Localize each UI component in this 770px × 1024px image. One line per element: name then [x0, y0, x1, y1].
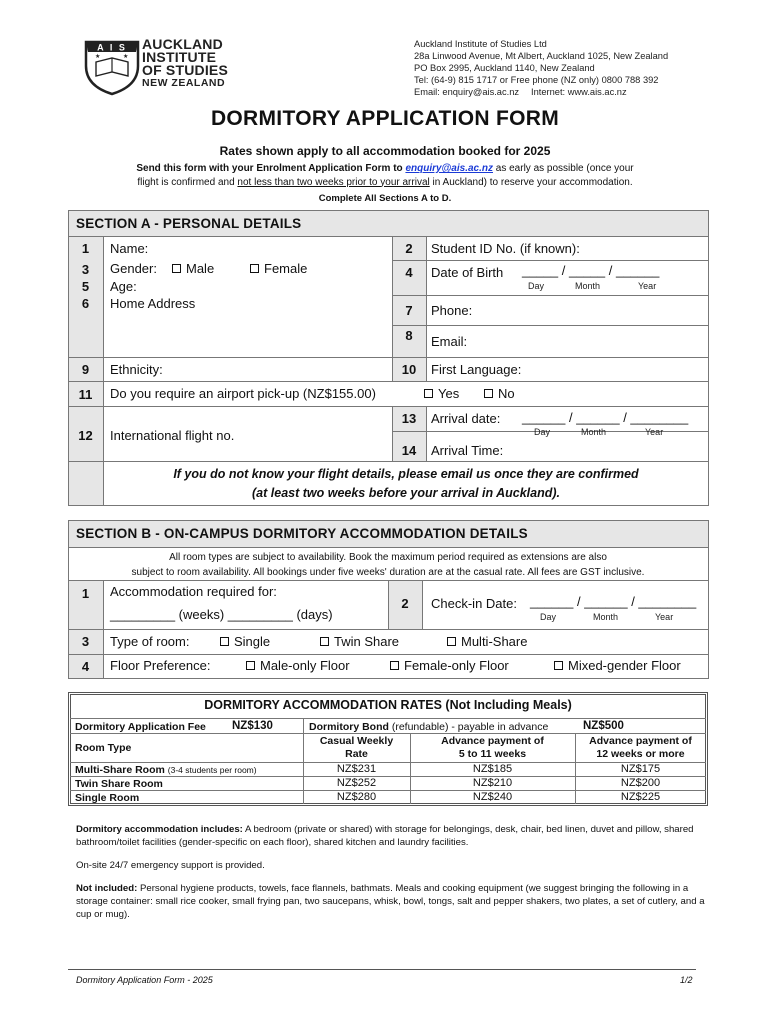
email-label[interactable]: Email:	[431, 334, 468, 349]
duration-input[interactable]: _________ (weeks) _________ (days)	[110, 607, 333, 622]
gender-female-checkbox[interactable]: Female	[250, 261, 307, 276]
accommodation-required-label: Accommodation required for:	[110, 584, 277, 599]
room-single-checkbox[interactable]: Single	[220, 634, 270, 649]
phone-label[interactable]: Phone:	[431, 303, 473, 318]
rates-table-title: DORMITORY ACCOMMODATION RATES (Not Including Meals)	[204, 698, 572, 712]
arrival-date-input[interactable]: ______ / ______ / ________	[522, 410, 689, 425]
ais-shield-icon	[82, 36, 142, 96]
rate-row-twin: Twin Share Room	[75, 778, 163, 790]
svg-text:★: ★	[95, 54, 101, 60]
page-title: DORMITORY APPLICATION FORM	[210, 107, 560, 130]
pickup-label: Do you require an airport pick-up (NZ$155.00)	[110, 386, 376, 401]
flight-details-note: If you do not know your flight details, please email us once they are confirmed (at least two weeks before your arrival in Auckland).	[173, 467, 639, 500]
room-type-label: Type of room:	[110, 634, 190, 649]
availability-note: All room types are subject to availability. Book the maximum period required as extensions are also subject to room availability. All bookings under five weeks' duration are at the casual rate. All fees are GST inclusive.	[131, 552, 645, 578]
logo-wordmark: AUCKLAND INSTITUTE OF STUDIES NEW ZEALAND	[142, 36, 229, 89]
room-twin-checkbox[interactable]: Twin Share	[320, 634, 399, 649]
section-b-title: SECTION B - ON-CAMPUS DORMITORY ACCOMMODATION DETAILS	[76, 526, 528, 541]
checkin-date-input[interactable]: ______ / ______ / ________	[530, 594, 697, 609]
svg-text:★: ★	[123, 54, 129, 60]
age-label[interactable]: Age:	[110, 279, 137, 294]
floor-female-checkbox[interactable]: Female-only Floor	[390, 658, 509, 673]
includes-paragraph: Dormitory accommodation includes: A bedroom (private or shared) with storage for belongings, desk, chair, bed linen, duvet and pillow, shared bathroom/toilet facilities (gender-specific on each floor), shared kitchen and laundry facilities.	[76, 824, 694, 848]
floor-pref-label: Floor Preference:	[110, 658, 211, 673]
gender-label: Gender:	[110, 261, 157, 276]
footer-form-name: Dormitory Application Form - 2025	[76, 975, 213, 985]
room-multi-checkbox[interactable]: Multi-Share	[447, 634, 527, 649]
rates-subtitle: Rates shown apply to all accommodation booked for 2025	[219, 144, 551, 158]
flight-no-label[interactable]: International flight no.	[110, 428, 235, 443]
rate-row-single: Single Room	[75, 792, 140, 804]
arrival-time-label[interactable]: Arrival Time:	[431, 443, 504, 458]
pickup-no-checkbox[interactable]: No	[484, 386, 515, 401]
arrival-date-label: Arrival date:	[431, 411, 501, 426]
not-included-paragraph: Not included: Personal hygiene products, towels, face flannels, bathmats. Meals and cooking equipment (we suggest bringing the following in a storage container: small rice cooker, small frying pan, two saucepans, whisk, bowl, tongs, salt and pepper shakers, two plates, a set of cutlery, and a cup or mug).	[76, 883, 705, 920]
section-a-title: SECTION A - PERSONAL DETAILS	[76, 216, 302, 231]
pickup-yes-checkbox[interactable]: Yes	[424, 386, 459, 401]
intro-text: Send this form with your Enrolment Application Form to enquiry@ais.ac.nz as early as possible (once your flight is confirmed and not less than two weeks prior to your arrival in Auckland) to reserve your accommodation.	[136, 163, 634, 188]
complete-note: Complete All Sections A to D.	[318, 193, 452, 204]
dob-input[interactable]: _____ / _____ / ______	[522, 263, 660, 278]
home-address-label[interactable]: Home Address	[110, 296, 196, 311]
svg-text:A I S: A I S	[97, 42, 127, 53]
footer-page-number: 1/2	[680, 975, 693, 985]
contact-address: Auckland Institute of Studies Ltd 28a Linwood Avenue, Mt Albert, Auckland 1025, New Zealand PO Box 2995, Auckland 1140, New Zealand Tel: (64-9) 815 1717 or Free phone (NZ only) 0800 788 392 Email: enquiry@ais.ac.nz Internet: www.ais.ac.nz	[414, 39, 669, 97]
bond-value: NZ$500	[583, 720, 624, 732]
student-id-label[interactable]: Student ID No. (if known):	[431, 241, 580, 256]
name-field-label[interactable]: Name:	[110, 241, 149, 256]
rate-row-multi: Multi-Share Room (3-4 students per room)	[75, 764, 257, 776]
floor-male-checkbox[interactable]: Male-only Floor	[246, 658, 350, 673]
gender-male-checkbox[interactable]: Male	[172, 261, 214, 276]
enquiry-email-link[interactable]: enquiry@ais.ac.nz	[405, 163, 493, 174]
checkin-label: Check-in Date:	[431, 596, 517, 611]
first-language-label[interactable]: First Language:	[431, 362, 522, 377]
dob-label: Date of Birth	[431, 265, 504, 280]
application-fee-value: NZ$130	[232, 720, 273, 732]
floor-mixed-checkbox[interactable]: Mixed-gender Floor	[554, 658, 681, 673]
support-paragraph: On-site 24/7 emergency support is provided.	[76, 860, 265, 871]
ethnicity-label[interactable]: Ethnicity:	[110, 362, 163, 377]
